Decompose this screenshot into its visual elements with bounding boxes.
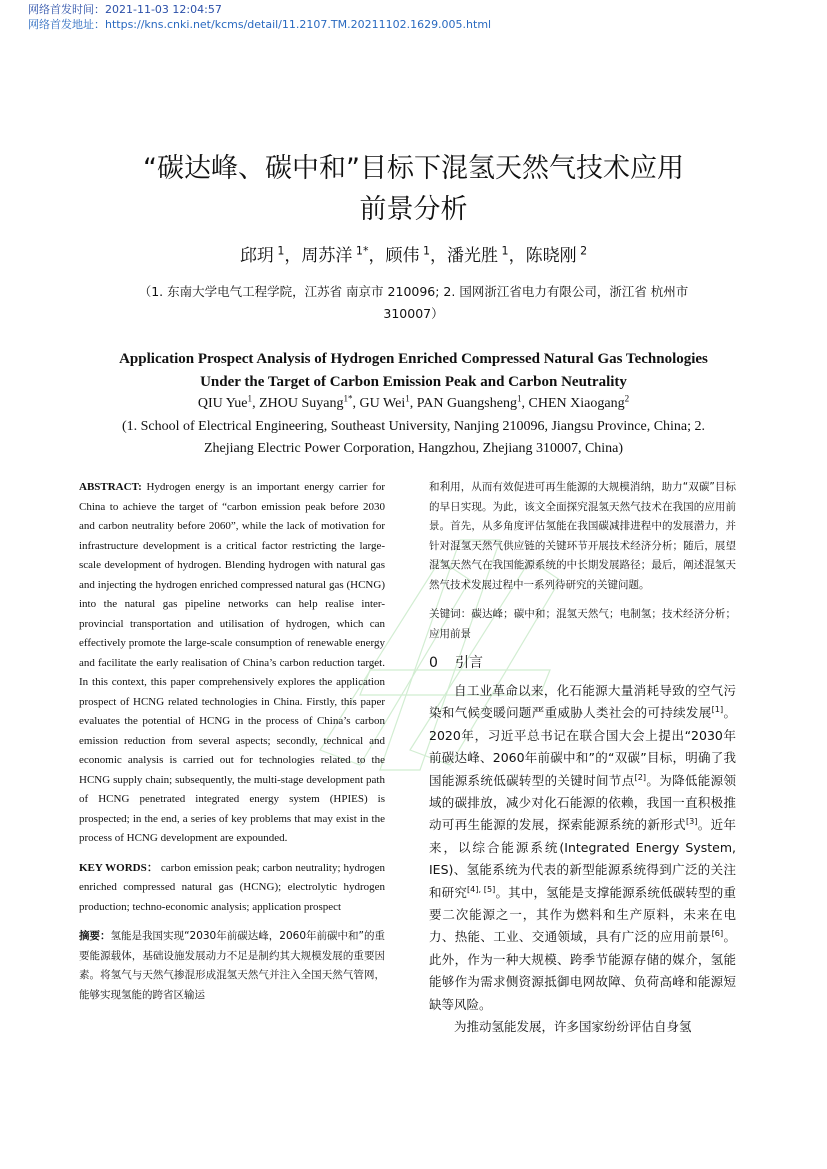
publication-metadata: [28, 2, 491, 32]
body-text: 。此外，作为一种大规模、跨季节能源存储的媒介，氢能能够作为需求侧资源抵御电网故障、负荷高峰和能源短缺等风险。: [429, 929, 736, 1012]
author-name-en: GU Wei: [359, 396, 406, 411]
keywords-english-text: carbon emission peak; carbon neutrality; hydrogen enriched compressed natural gas (HCNG); electrolytic hydrogen production; techno-economic analysis; application prospect: [79, 861, 385, 913]
keywords-english: [79, 859, 385, 918]
author-list-chinese: [0, 244, 827, 268]
keywords-chinese-text: 碳达峰；碳中和；混氢天然气；电制氢；技术经济分析；应用前景: [429, 608, 737, 640]
author-affiliation-mark: 1: [498, 244, 509, 258]
keywords-label: KEY WORDS：: [79, 861, 159, 874]
abstract-chinese: [79, 927, 385, 1005]
author-separator: ，: [430, 246, 448, 266]
online-publish-time: 网络首发时间：2021-11-03 12:04:57: [28, 3, 222, 16]
abstract-chinese-label: 摘要：: [79, 930, 111, 942]
author-name-cn: 邱玥: [239, 246, 274, 266]
author-separator: ，: [368, 246, 386, 266]
author-name-en: PAN Guangsheng: [416, 396, 517, 411]
author-separator: ，: [508, 246, 526, 266]
paper-title-chinese: “碳达峰、碳中和”目标下混氢天然气技术应用 前景分析: [143, 153, 684, 225]
abstract-english-text: Hydrogen energy is an important energy carrier for China to achieve the target of “carbon emission peak before 2030 and carbon neutrality before 2060”, while the lack of motivation for infrastructure development is a critical factor restricting the large-scale development of hydrogen. Blending hydrogen with natural gas and injecting the hydrogen enriched compressed natural gas (HCNG) into the natural gas pipeline networks can help realise inter-provincial transportation and utilisation of hydrogen, which can effectively promote the large-scale consumption of renewable energy and facilitate the early realisation of China’s carbon reduction target. In this context, this paper comprehensively explores the application prospect of HCNG related technologies in China. Firstly, this paper evaluates the potential of HCNG in the process of China’s carbon emission reduction from several aspects; secondly, technical and economic analysis is carried out for technologies related to the HCNG supply chain; subsequently, the multi-stage development path of HCNG penetrated integrated energy system (HPIES) is prospected; in the end, a series of key problems that may exist in the process of HCNG development are expounded.: [79, 481, 385, 844]
abstract-chinese-continued: 和利用，从而有效促进可再生能源的大规模消纳，助力“双碳”目标的早日实现。为此，该文全面探究混氢天然气技术在我国的应用前景。首先，从多角度评估氢能在我国碳减排进程中的发展潜力，并针对混氢天然气供应链的关键环节开展技术经济分析；随后，展望混氢天然气在我国能源系统的中长期发展路径；最后，阐述混氢天然气技术发展过程中一系列待研究的关键问题。: [429, 481, 736, 591]
citation-ref[interactable]: [6]: [711, 928, 724, 939]
author-name-en: CHEN Xiaogang: [528, 396, 625, 411]
online-publish-url: 网络首发地址：https://kns.cnki.net/kcms/detail/11.2107.TM.20211102.1629.005.html: [28, 18, 492, 31]
body-text: 自工业革命以来，化石能源大量消耗导致的空气污染和气候变暖问题严重威胁人类社会的可持续发展: [429, 683, 736, 721]
author-affiliation-mark: 1: [419, 244, 431, 258]
introduction-paragraph-2: 为推动氢能发展，许多国家纷纷评估自身氢: [454, 1019, 692, 1035]
author-name-en: ZHOU Suyang: [259, 396, 344, 411]
author-name-cn: 顾伟: [385, 246, 420, 266]
body-text: 。近年来，以综合能源系统(Integrated Energy System, IES)、氢能系统为代表的新型能源系统得到广泛的关注和研究: [429, 817, 736, 900]
author-name-cn: 陈晓刚: [525, 246, 577, 266]
author-list-english: [0, 394, 827, 414]
body-text: 。为降低能源领域的碳排放，减少对化石能源的依赖，我国一直积极推动可再生能源的发展，探索能源系统的新形式: [429, 772, 736, 833]
author-separator: ,: [352, 396, 360, 411]
keywords-chinese-label: 关键词：: [429, 608, 472, 620]
section-title: 引言: [455, 655, 483, 671]
introduction-paragraph-1: [429, 680, 736, 1016]
author-separator: ,: [409, 396, 417, 411]
body-text: 。其中，氢能是支撑能源系统低碳转型的重要二次能源之一，其作为燃料和生产原料，未来在电力、热能、工业、交通领域，具有广泛的应用前景: [429, 884, 736, 945]
body-text: 。2020年，习近平总书记在联合国大会上提出“2030年前碳达峰、2060年前碳中和”的“双碳”目标，明确了我国能源系统低碳转型的关键时间节点: [429, 705, 736, 788]
author-separator: ，: [284, 246, 302, 266]
author-affiliation-mark: 1: [273, 244, 285, 258]
author-name-en: QIU Yue: [197, 396, 248, 411]
citation-ref[interactable]: [1]: [711, 704, 724, 715]
affiliations-english: (1. School of Electrical Engineering, Southeast University, Nanjing 210096, Jiangsu Province, China; 2. Zhejiang Electric Power Corporation, Hangzhou, Zhejiang 310007, China): [121, 419, 706, 456]
abstract-label: ABSTRACT:: [79, 481, 142, 493]
author-affiliation-mark: 1: [405, 393, 410, 404]
left-column: [79, 478, 385, 1005]
author-separator: ,: [252, 396, 260, 411]
author-affiliation-mark: 1*: [352, 244, 369, 258]
author-affiliation-mark: 1*: [343, 393, 353, 404]
author-name-cn: 潘光胜: [447, 246, 499, 266]
citation-ref[interactable]: [2]: [634, 771, 647, 782]
keywords-chinese: [429, 605, 736, 644]
author-affiliation-mark: 1: [516, 393, 522, 404]
author-affiliation-mark: 2: [576, 244, 588, 258]
section-heading-introduction: [429, 652, 736, 674]
right-column: [429, 478, 736, 1039]
author-separator: ,: [521, 396, 529, 411]
author-affiliation-mark: 1: [247, 393, 253, 404]
author-affiliation-mark: 2: [624, 393, 630, 404]
citation-ref[interactable]: [3]: [685, 816, 698, 827]
abstract-english: [79, 478, 385, 849]
author-name-cn: 周苏洋: [301, 246, 353, 266]
citation-ref[interactable]: [4], [5]: [467, 883, 496, 894]
publish-url-link[interactable]: https://kns.cnki.net/kcms/detail/11.2107.TM.20211102.1629.005.html: [105, 18, 492, 31]
abstract-chinese-text-part1: 氢能是我国实现“2030年前碳达峰，2060年前碳中和”的重要能源载体，基础设施发展动力不足是制约其大规模发展的重要因素。将氢气与天然气掺混形成混氢天然气并注入全国天然气管网，能够实现氢能的跨省区输运: [79, 930, 386, 1001]
affiliations-chinese: （1. 东南大学电气工程学院，江苏省 南京市 210096; 2. 国网浙江省电力有限公司，浙江省 杭州市 310007）: [138, 284, 689, 321]
paper-title-english: Application Prospect Analysis of Hydrogen Enriched Compressed Natural Gas Technologies Under the Target of Carbon Emission Peak and Carbon Neutrality: [119, 351, 708, 390]
section-number: 0: [429, 655, 438, 671]
